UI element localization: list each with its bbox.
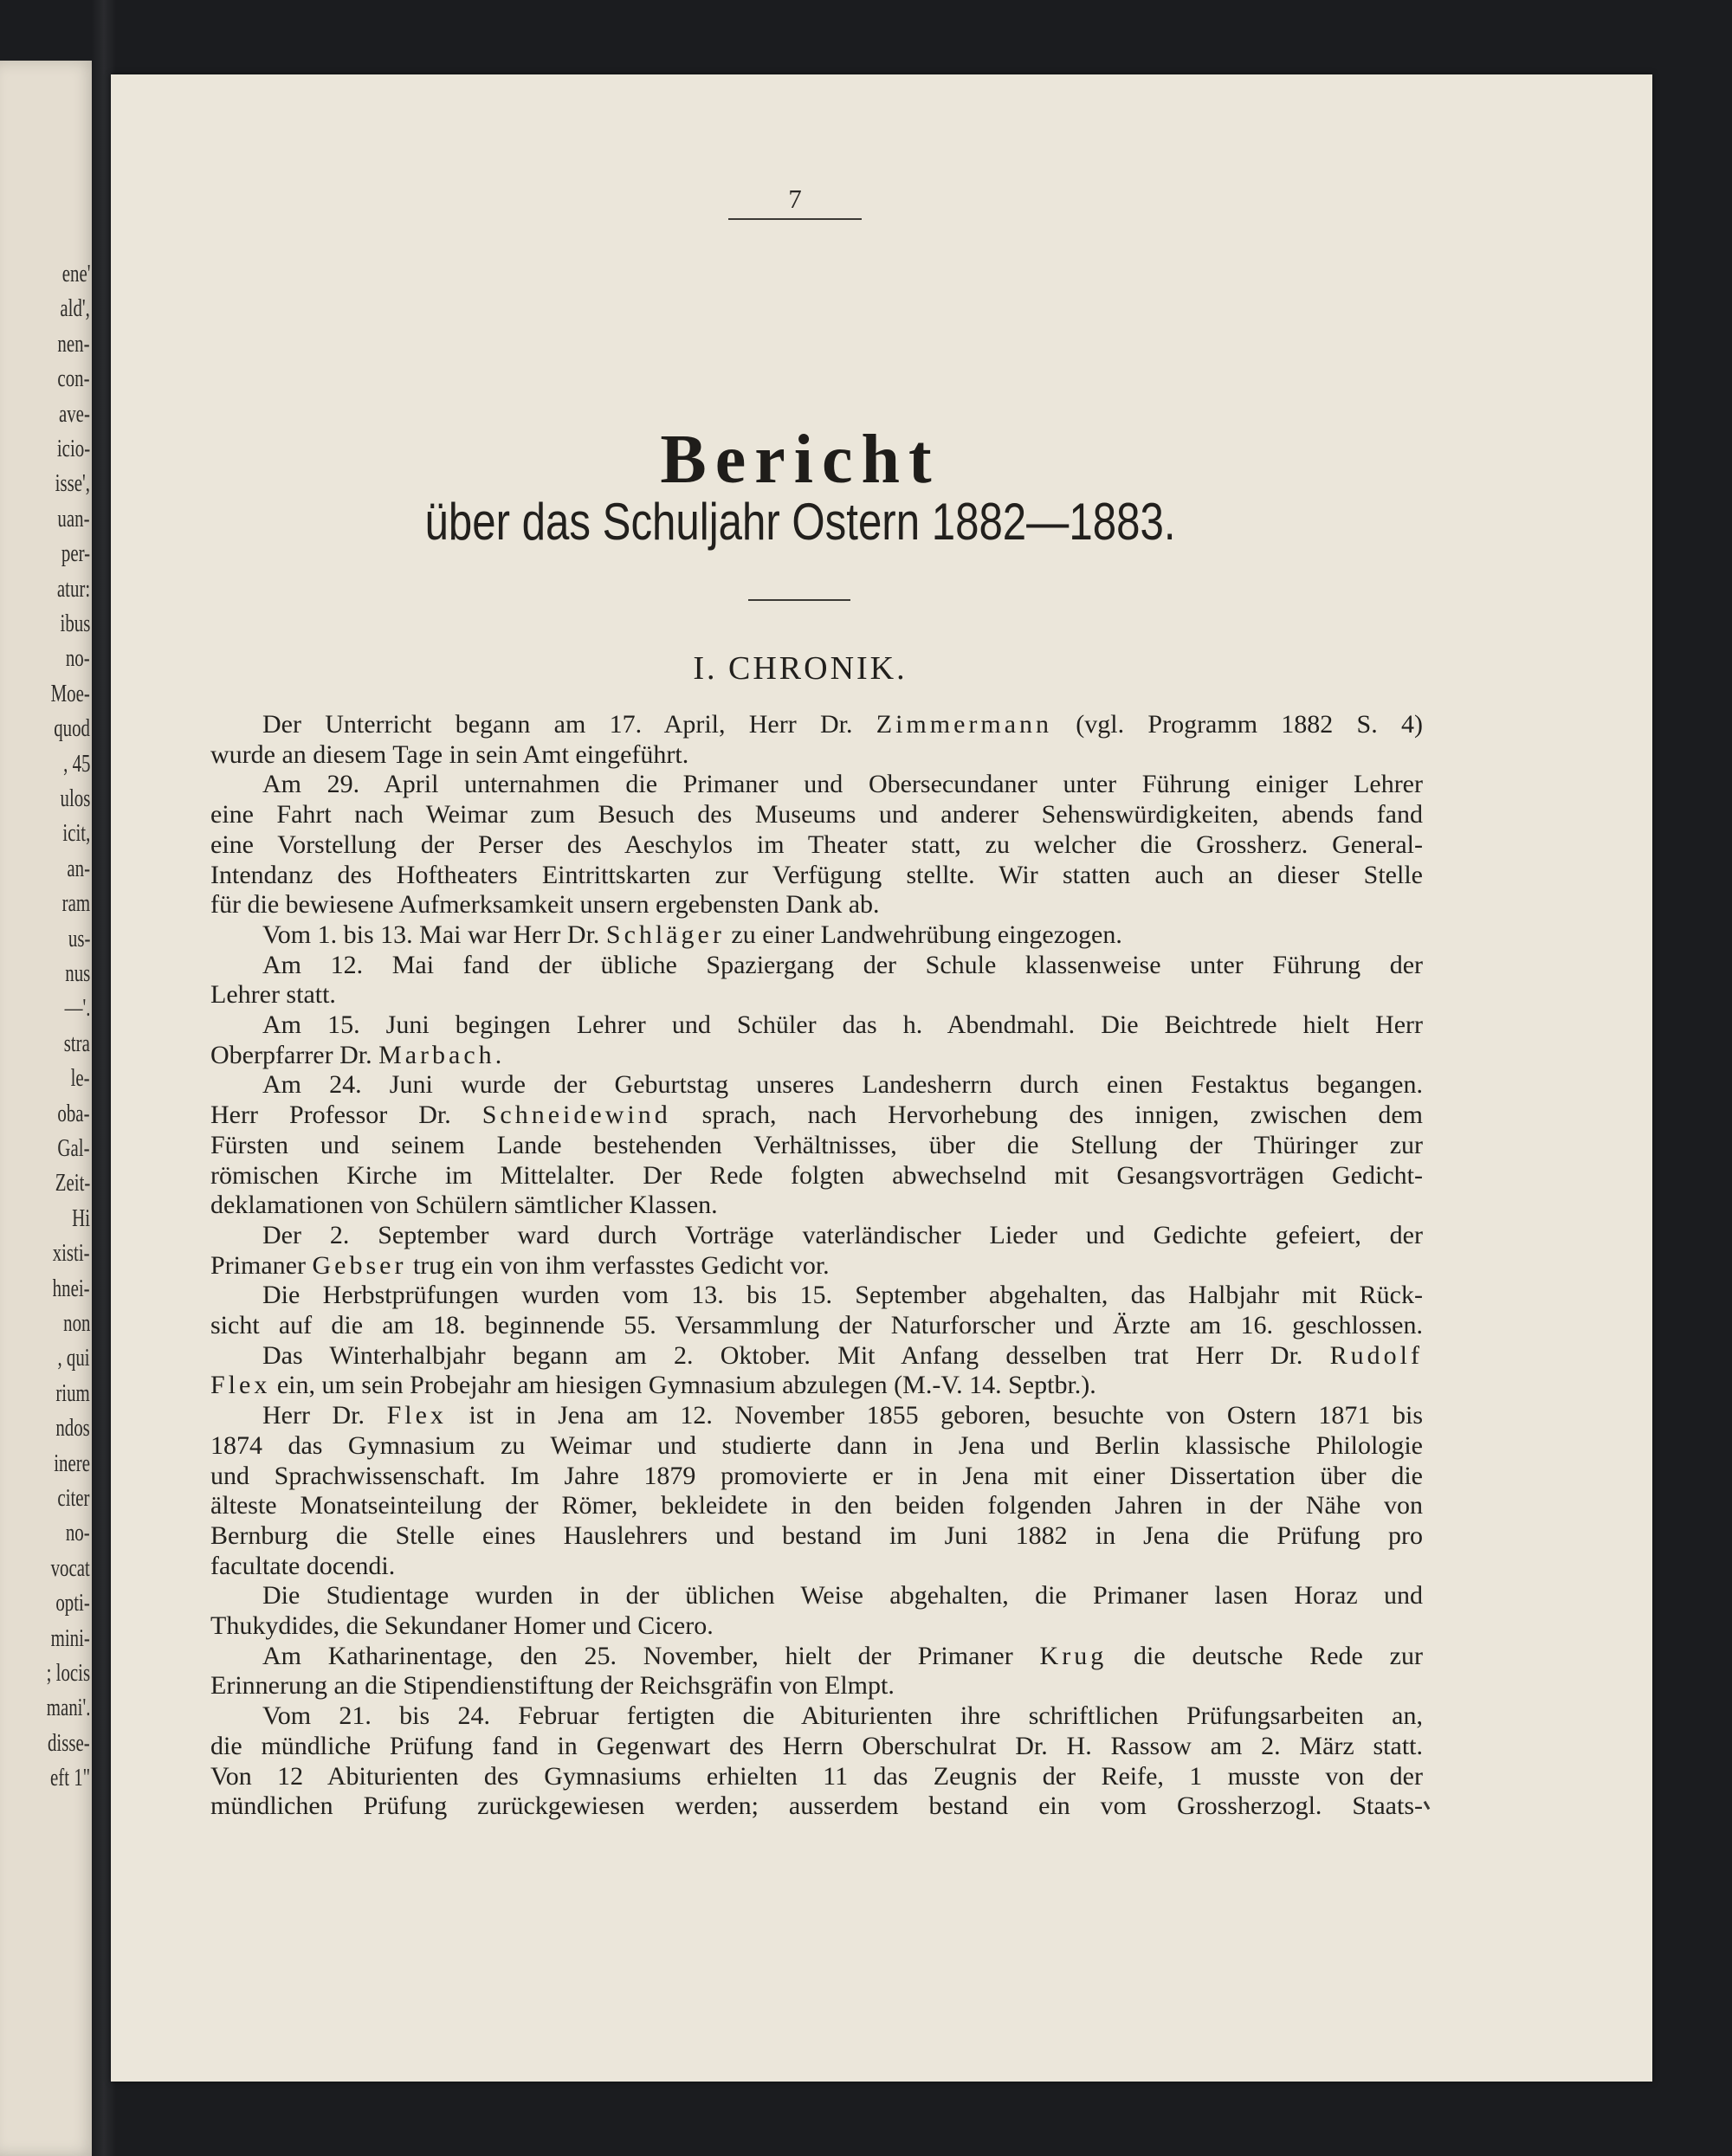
left-page-line: uan- bbox=[57, 504, 90, 533]
left-page-line: quod bbox=[54, 714, 90, 743]
left-page-line: xisti- bbox=[53, 1239, 90, 1268]
page-subtitle: über das Schuljahr Ostern 1882—1883. bbox=[424, 493, 1176, 551]
text-line: Bernburg die Stelle eines Hauslehrers und bestand im Juni 1882 in Jena die Prüfung pro bbox=[210, 1520, 1423, 1550]
text-line: Vom 21. bis 24. Februar fertigten die Abiturienten ihre schriftlichen Prüfungsarbeiten an, bbox=[262, 1701, 1423, 1731]
left-page-line: con- bbox=[57, 365, 90, 393]
left-page-line: eft 1" bbox=[49, 1764, 90, 1792]
left-page-line: atur: bbox=[56, 574, 90, 603]
text-line: Der Unterricht begann am 17. April, Herr Dr. Zimmermann (vgl. Programm 1882 S. 4) bbox=[262, 710, 1423, 739]
left-page-line: rium bbox=[55, 1378, 90, 1407]
text-line: älteste Monatseinteilung der Römer, bekleidete in den beiden folgenden Jahren in der Nähe von bbox=[210, 1491, 1423, 1520]
left-page-line: icio- bbox=[56, 435, 90, 462]
text-line: Die Herbstprüfungen wurden vom 13. bis 15. September abgehalten, das Halbjahr mit Rück- bbox=[262, 1281, 1423, 1310]
text-line: Herr Dr. Flex ist in Jena am 12. November 1855 geboren, besuchte von Ostern 1871 bis bbox=[262, 1401, 1423, 1430]
left-page-line: , 45 bbox=[62, 749, 90, 778]
left-page-line: le- bbox=[70, 1064, 90, 1093]
text-line: Thukydides, die Sekundaner Homer und Cicero. bbox=[210, 1611, 714, 1640]
text-line: Am Katharinentage, den 25. November, hielt der Primaner Krug die deutsche Rede zur bbox=[262, 1641, 1423, 1670]
left-page-line: Hi bbox=[72, 1204, 90, 1232]
left-page-line: Zeit- bbox=[55, 1169, 90, 1197]
left-page-line: non bbox=[62, 1309, 90, 1337]
left-page-line: —'. bbox=[64, 994, 90, 1023]
text-line: Herr Professor Dr. Schneidewind sprach, nach Hervorhebung des innigen, zwischen dem bbox=[210, 1101, 1424, 1130]
left-page-line: inere bbox=[54, 1449, 90, 1477]
text-line: Die Studientage wurden in der üblichen Weise abgehalten, die Primaner lasen Horaz und bbox=[262, 1581, 1423, 1611]
left-page-line: no- bbox=[66, 1519, 90, 1547]
text-line: die mündliche Prüfung fand in Gegenwart des Herrn Oberschulrat Dr. H. Rassow am 2. März statt. bbox=[210, 1731, 1423, 1760]
text-line: Am 15. Juni begingen Lehrer und Schüler das h. Abendmahl. Die Beichtrede hielt Herr bbox=[262, 1010, 1423, 1039]
text-line: Oberpfarrer Dr. Marbach. bbox=[210, 1040, 502, 1069]
text-line: deklamationen von Schülern sämtlicher Klassen. bbox=[210, 1191, 718, 1220]
text-line: eine Vorstellung der Perser des Aeschylos im Theater statt, zu welcher die Grossherz. General- bbox=[210, 829, 1423, 859]
left-page-line: Moe- bbox=[50, 679, 90, 707]
left-page-line: ulos bbox=[60, 784, 90, 812]
text-line: Am 12. Mai fand der übliche Spaziergang der Schule klassenweise unter Führung der bbox=[262, 950, 1423, 979]
text-line: Der 2. September ward durch Vorträge vaterländischer Lieder und Gedichte gefeiert, der bbox=[262, 1220, 1423, 1249]
left-page-line: ibus bbox=[60, 610, 90, 637]
left-page-line: stra bbox=[63, 1029, 90, 1057]
left-page-line: ald', bbox=[60, 294, 90, 323]
title-rule bbox=[748, 599, 850, 601]
left-page-line: Gal- bbox=[57, 1134, 90, 1162]
text-line: Vom 1. bis 13. Mai war Herr Dr. Schläger zu einer Landwehrübung eingezogen. bbox=[262, 920, 1122, 949]
text-line: Lehrer statt. bbox=[210, 980, 336, 1010]
page-number: 7 bbox=[788, 184, 802, 214]
text-line: Das Winterhalbjahr begann am 2. Oktober. Mit Anfang desselben trat Herr Dr. Rudolf bbox=[262, 1340, 1423, 1370]
left-page-line: icit, bbox=[62, 819, 90, 848]
left-page-line: , qui bbox=[57, 1344, 90, 1372]
text-line: und Sprachwissenschaft. Im Jahre 1879 promovierte er in Jena mit einer Dissertation über die bbox=[210, 1461, 1423, 1490]
left-page-line: disse- bbox=[48, 1728, 90, 1757]
text-line: Fürsten und seinem Lande bestehenden Verhältnisses, über die Stellung der Thüringer zur bbox=[210, 1130, 1423, 1159]
page-title: Bericht bbox=[660, 422, 940, 498]
left-page-line: hnei- bbox=[53, 1274, 90, 1302]
text-line: Am 24. Juni wurde der Geburtstag unseres Landesherrn durch einen Festaktus begangen. bbox=[262, 1070, 1423, 1100]
text-line: Intendanz des Hoftheaters Eintrittskarten zur Verfügung stellte. Wir statten auch an dieser Stelle bbox=[210, 860, 1423, 889]
left-page-line: ene' bbox=[61, 260, 90, 287]
text-line: wurde an diesem Tage in sein Amt eingeführt. bbox=[210, 739, 689, 769]
left-page-line: an- bbox=[67, 854, 90, 882]
left-page-line: ave- bbox=[59, 399, 90, 428]
text-line: Erinnerung an die Stipendienstiftung der Reichsgräfin von Elmpt. bbox=[210, 1671, 895, 1701]
text-line: 1874 das Gymnasium zu Weimar und studierte dann in Jena und Berlin klassische Philologie bbox=[210, 1430, 1423, 1460]
text-line: Von 12 Abiturienten des Gymnasiums erhielten 11 das Zeugnis der Reife, 1 musste von der bbox=[210, 1761, 1423, 1791]
left-page-line: nen- bbox=[57, 329, 90, 358]
left-page-line: citer bbox=[57, 1484, 90, 1512]
text-line: Am 29. April unternahmen die Primaner und Obersecundaner unter Führung einiger Lehrer bbox=[262, 770, 1423, 799]
text-line: für die bewiesene Aufmerksamkeit unsern ergebensten Dank ab. bbox=[210, 890, 880, 920]
left-page-line: isse', bbox=[55, 469, 90, 498]
text-line: sicht auf die am 18. beginnende 55. Versammlung der Naturforscher und Ärzte am 16. geschlossen. bbox=[210, 1311, 1423, 1339]
left-page-line: mini- bbox=[50, 1623, 90, 1652]
left-page-line: oba- bbox=[57, 1099, 90, 1127]
text-line: römischen Kirche im Mittelalter. Der Rede folgten abwechselnd mit Gesangsvorträgen Gedicht- bbox=[210, 1160, 1423, 1190]
section-heading: I. CHRONIK. bbox=[693, 650, 908, 687]
text-line: facultate docendi. bbox=[210, 1551, 396, 1580]
left-page-line: vocat bbox=[50, 1553, 90, 1582]
left-page-line: mani'. bbox=[46, 1694, 90, 1722]
text-line: Flex ein, um sein Probejahr am hiesigen Gymnasium abzulegen (M.-V. 14. Septbr.). bbox=[210, 1371, 1096, 1400]
left-page-line: us- bbox=[68, 924, 90, 952]
left-page-line: ndos bbox=[55, 1414, 90, 1443]
left-page-line: per- bbox=[61, 539, 90, 568]
left-page-line: nus bbox=[64, 959, 90, 987]
left-page-line: no- bbox=[66, 644, 90, 673]
text-line: Primaner Gebser trug ein von ihm verfasstes Gedicht vor. bbox=[210, 1250, 830, 1280]
main-page bbox=[111, 74, 1652, 2082]
left-page-fragment bbox=[0, 61, 97, 2156]
left-page-line: ram bbox=[61, 889, 90, 918]
text-line: mündlichen Prüfung zurückgewiesen werden; ausserdem bestand ein vom Grossherzogl. Staats- bbox=[210, 1791, 1423, 1821]
page-number-rule bbox=[728, 218, 862, 220]
left-page-line: opti- bbox=[55, 1589, 90, 1617]
left-page-line: ; locis bbox=[46, 1659, 90, 1687]
ink-mark bbox=[1424, 1801, 1431, 1810]
text-line: eine Fahrt nach Weimar zum Besuch des Museums und anderer Sehenswürdigkeiten, abends fand bbox=[210, 800, 1423, 829]
